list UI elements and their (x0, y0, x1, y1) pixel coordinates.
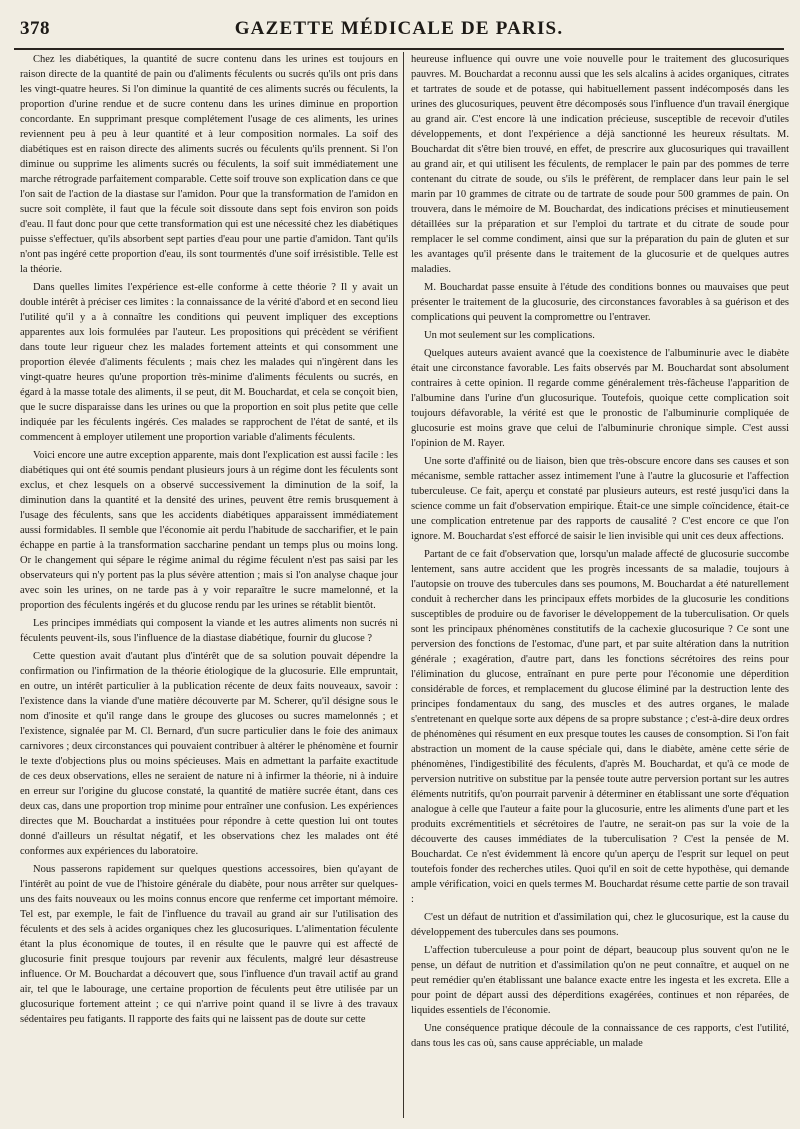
paragraph: Cette question avait d'autant plus d'intérêt que de sa solution pouvait dépendre la confirmation ou l'infirmation de la théorie étiologique de la glucosurie. Elle empruntait, en outre, un intérêt particulier à la publication récente de deux faits nouveaux, savoir : l'existence dans la viande d'une matière découverte par M. Scherer, qu'il désigne sous le nom d'inosite et qu'il range dans le groupe des glucoses ou sucres mamelonnés ; et l'existence, signalée par M. Cl. Bernard, d'un sucre particulier dans le foie des animaux carnivores ; deux circonstances qui pouvaient contribuer à altérer le phénomène et fournir le texte d'objections plus ou moins spécieuses. Mais en admettant la parfaite exactitude de ces deux observations, elles ne seraient de nature ni à infirmer la théorie, ni à induire en erreur sur l'origine du glucose constaté, la quantité de matière sucrée étant, dans ces deux cas, dans une proportion trop minime pour entraîner une confusion. Les expériences directes que M. Bouchardat a instituées pour répondre à cette question lui ont toutes donné d'ailleurs un résultat négatif, et les observations chez les malades ont été conformes aux expériences du laboratoire. (20, 651, 398, 857)
paragraph: Une sorte d'affinité ou de liaison, bien que très-obscure encore dans ses causes et son mécanisme, semble rattacher assez intimement l'une à l'autre la glucosurie et l'affection tuberculeuse. Ce fait, aperçu et constaté par plusieurs auteurs, est resté jusqu'ici dans la science comme un fait d'observation empirique. Était-ce une simple coïncidence, était-ce une complication entretenue par des rapports de causalité ? C'est encore ce que l'on ignore. M. Bouchardat s'est efforcé de saisir le lien invisible qui unit ces deux affections. (411, 456, 789, 542)
paragraph: heureuse influence qui ouvre une voie nouvelle pour le traitement des glucosuriques pauvres. M. Bouchardat a reconnu aussi que les sels alcalins à acides organiques, citrates et tartrates de soude et de potasse, qui habituellement passent indécomposés dans les urines des glucosuriques, peuvent être décomposés sous l'influence d'un travail énergique au grand air. C'est encore là une indication précieuse, susceptible de recevoir d'utiles développements, et dont l'expérience a déjà sanctionné les heureux résultats. M. Bouchardat dit s'être bien trouvé, en effet, de prescrire aux glucosuriques qui travaillent au grand air, et qui utilisent les féculents, de remplacer le pain par des pommes de terre contenant du citrate de soude, ou s'ils le préfèrent, de remplacer dans leur pain le sel marin par 10 grammes de citrate ou de tartrate de soude pour 500 grammes de pain. On trouvera, dans le mémoire de M. Bouchardat, des indications précises et minutieusement détaillées sur la préparation et sur l'emploi du tartrate et du citrate de soude pour remplacer le sel comme condiment, ainsi que sur la préparation du pain de gluten et sur les avantages qu'il présente dans le traitement de la glucosurie et de quelques autres maladies. (411, 54, 789, 275)
paragraph: Chez les diabétiques, la quantité de sucre contenu dans les urines est toujours en raison directe de la quantité de pain ou d'aliments féculents ou sucrés qu'ils ont pris dans les vingt-quatre heures. Si l'on diminue la quantité de ces aliments sucrés ou féculents, la proportion d'urine rendue et de sucre contenu dans les urines diminue en proportion concordante. En supprimant presque complétement l'usage de ces aliments, les urines reviennent peu à peu à leur quantité et à leur composition normales. La soif des diabétiques est en raison directe des aliments sucrés ou féculents qu'ils prennent. Si l'on diminue ou supprime les aliments sucrés ou féculents, la soif suit immédiatement une marche rétrograde parfaitement comparable. Cette soif trouve son explication dans ce que l'on sait de l'action de la diastase sur l'amidon. Pour que la transformation de l'amidon en sucre soit complète, il faut que la fécule soit dissoute dans sept fois environ son poids d'eau. Il faut donc pour que cette transformation qui est une nécessité chez les diabétiques puisse s'effectuer, qu'ils absorbent sept parties d'eau pour une partie d'amidon. Tant qu'ils n'ont pas ingéré cette proportion d'eau, ils sont tourmentés d'une soif irrésistible. Telle est la théorie. (20, 54, 398, 275)
paragraph: Quelques auteurs avaient avancé que la coexistence de l'albuminurie avec le diabète était une circonstance favorable. Les faits observés par M. Bouchardat sont absolument contraires à cette opinion. Il regarde comme généralement très-fâcheuse l'apparition de l'albumine dans l'urine d'un glucosurique. Toutefois, quoique cette complication soit toujours défavorable, la vérité est que le pronostic de l'albuminurie compliquée de glucosurie est moins grave que celui de l'albuminurie chronique simple. C'est aussi l'opinion de M. Rayer. (411, 348, 789, 449)
running-title: GAZETTE MÉDICALE DE PARIS. (234, 18, 564, 39)
paragraph: M. Bouchardat passe ensuite à l'étude des conditions bonnes ou mauvaises que peut présenter le traitement de la glucosurie, des circonstances favorables à sa guérison et des complications qui peuvent la compromettre ou l'entraver. (411, 282, 789, 323)
column-divider (403, 52, 404, 1118)
paragraph: Partant de ce fait d'observation que, lorsqu'un malade affecté de glucosurie succombe lentement, sans autre accident que les progrès incessants de sa maladie, toujours à l'autopsie on trouve des tubercules dans ses poumons, M. Bouchardat a été naturellement conduit à rechercher dans les principaux effets morbides de la glucosurie les conditions susceptibles de produire ou de favoriser le développement de la tuberculisation. Or quels sont les principaux phénomènes constitutifs de la cachexie glucosurique ? Ce sont une perversion des fonctions de l'estomac, d'une part, et par suite altération dans la nutrition générale ; exagération, d'autre part, dans les fonctions sécrétoires des reins pour l'élimination du glucose, entraînant en pure perte pour l'économie une déperdition considérable de forces, et remplacement du glucose éliminé par la destruction lente des principes fondamentaux du sang, des muscles et des autres organes, le malade s'entretenant en quelque sorte aux dépens de sa propre substance ; c'est-à-dire deux ordres de phénomènes qui résument en eux presque toutes les causes de consomption. Si l'on fait abstraction un moment de la cause spéciale qui, dans le diabète, amène cette série de phénomènes, l'indigestibilité des féculents, d'après M. Bouchardat, et qu'à ce mode de perversion nutritive on substitue par la pensée toute autre perversion portant sur les autres éléments nutritifs, qu'on pourrait parvenir à déterminer en établissant une sorte d'équation analogue à celle que l'auteur a faite pour la glucosurie, entre les aliments d'une part et les produits excrémentitiels et sécrétoires de l'autre, ne serait-on pas sur la voie de la découverte des causes immédiates de la tuberculisation ? C'est la pensée de M. Bouchardat. Ce n'est évidemment là encore qu'un aperçu de l'esprit sur lequel on peut toutefois fonder des recherches utiles. Quoi qu'il en soit de cette hypothèse, qui demande ample vérification, voici en quels termes M. Bouchardat résume cette partie de son travail : (411, 549, 789, 905)
paragraph: Une conséquence pratique découle de la connaissance de ces rapports, c'est l'utilité, dans tous les cas où, sans cause appréciable, un malade (411, 1023, 789, 1049)
paragraph: L'affection tuberculeuse a pour point de départ, beaucoup plus souvent qu'on ne le pense, un défaut de nutrition et d'assimilation qu'on ne peut connaître, et auquel on ne peut remédier qu'en établissant une balance exacte entre les ingesta et les excreta. Elle a pour point de départ aussi des déperditions exagérées, continues et non réparées, de liquides essentiels de l'économie. (411, 945, 789, 1016)
paragraph: Dans quelles limites l'expérience est-elle conforme à cette théorie ? Il y avait un double intérêt à préciser ces limites : la connaissance de la vérité d'abord et en second lieu l'utilité qu'il y a à connaître les conditions qui peuvent impliquer des exceptions apparentes aux lois formulées par l'auteur. Les propositions qui précèdent se vérifient dans toute leur rigueur chez les malades fortement atteints et qui consomment une proportion élevée d'aliments féculents ; mais chez les malades qui n'ingèrent dans les vingt-quatre heures qu'une proportion très-minime d'aliments féculents ou sucrés, en égard à la masse totale des aliments, il se peut, dit M. Bouchardat, et cela se conçoit bien, que le sucre disparaisse dans les urines ou que la proportion en soit plus petite que celle indiquée par les féculents ingérés. Ces malades se rapprochent de l'état de santé, et ils commencent à employer utilement une proportion variable d'aliments féculents. (20, 282, 398, 443)
paragraph: Nous passerons rapidement sur quelques questions accessoires, bien qu'ayant de l'intérêt au point de vue de l'histoire générale du diabète, pour nous arrêter sur quelques-uns des faits nouveaux ou les moins connus encore que renferme cet important mémoire. Tel est, par exemple, le fait de l'influence du travail au grand air sur l'utilisation des féculents et des sels à acides organiques chez les glucosuriques. L'alimentation féculente étant la plus économique de toutes, il en résulte que le pauvre qui est affecté de glucosurie finit presque toujours par revenir aux féculents, malgré leur désastreuse influence. Or M. Bouchardat a découvert que, sous l'influence d'un travail actif au grand air, tel que le labourage, une certaine proportion de féculents peut être utilisée par un glucosurique fortement atteint ; ce qui n'arrive point quand il se livre à des travaux sédentaires peu fatigants. Il rapporte des faits qui ne laissent pas de doute sur cette (20, 864, 398, 1025)
paragraph: Les principes immédiats qui composent la viande et les autres aliments non sucrés ni féculents peuvent-ils, sous l'influence de la diastase diabétique, fournir du glucose ? (20, 618, 398, 644)
right-column (411, 52, 789, 1118)
page-header (14, 10, 784, 50)
paragraph: Un mot seulement sur les complications. (424, 330, 595, 341)
left-column (20, 52, 398, 1118)
paragraph: C'est un défaut de nutrition et d'assimilation qui, chez le glucosurique, est la cause du développement des tubercules dans ses poumons. (411, 912, 789, 938)
page-number: 378 (20, 18, 50, 39)
paragraph: Voici encore une autre exception apparente, mais dont l'explication est aussi facile : les diabétiques qui ont été soumis pendant plusieurs jours à un régime dont les féculents sont exclus, et chez lesquels on a observé successivement la diminution de la soif, la diminution dans la quantité et la densité des urines, peuvent être remis brusquement à l'usage des féculents, sans que les accidents diabétiques apparaissent immédiatement aussi formidables. Il semble que l'économie ait perdu l'habitude de saccharifier, et le pain échappe en partie à la transformation saccharine pendant un temps plus ou moins long. Or le changement qui sépare le régime animal du régime féculent n'est pas saisi par les observateurs qui n'y portent pas la plus sévère attention ; mais si l'on analyse chaque jour avec soin les urines, on ne tarde pas à y voir reparaître le sucre mamelonné, et la proportion des féculents ingérés et du glucose rendu par les urines se rétablit bientôt. (20, 450, 398, 611)
